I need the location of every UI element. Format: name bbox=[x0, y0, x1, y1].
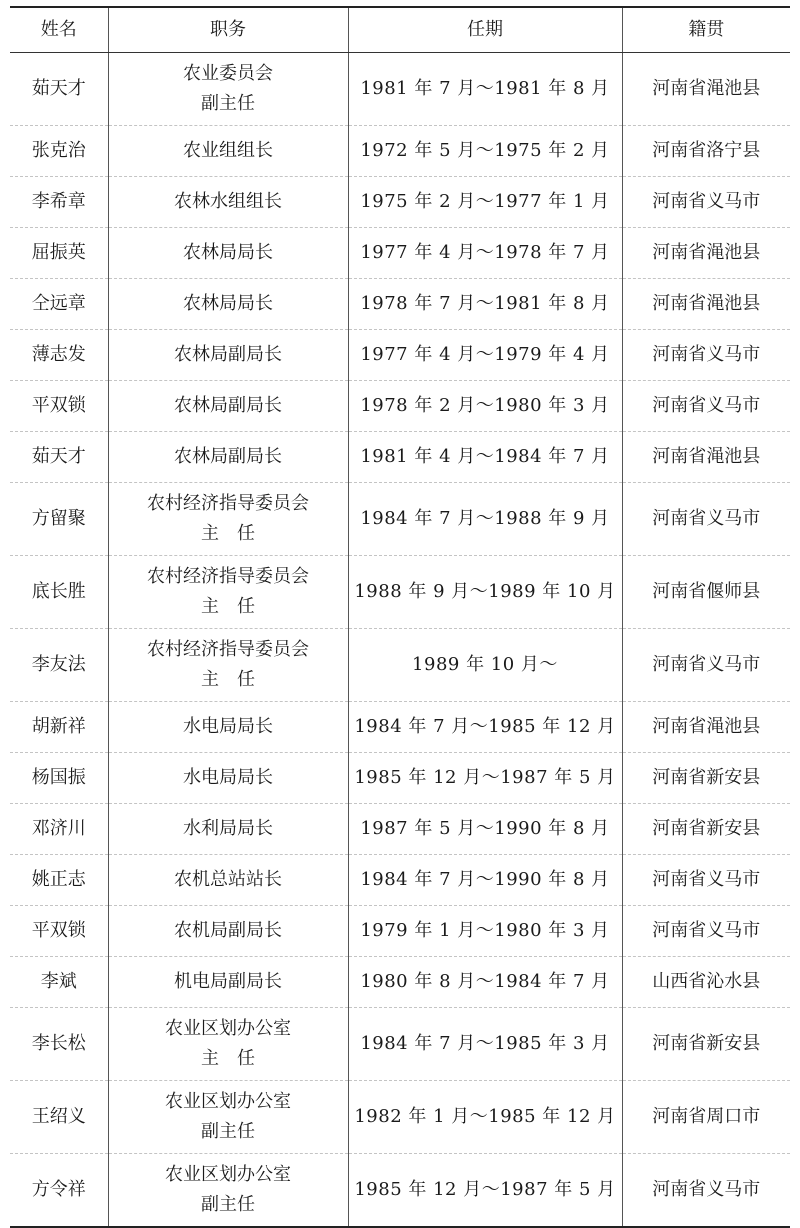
cell-position bbox=[108, 177, 348, 228]
table-row bbox=[10, 330, 790, 381]
position-line: 农村经济指导委员会 bbox=[147, 639, 309, 660]
cell-position bbox=[108, 279, 348, 330]
table-row bbox=[10, 906, 790, 957]
cell-native-place: 河南省渑池县 bbox=[622, 279, 790, 330]
cell-term: 1981 年 7 月～1981 年 8 月 bbox=[348, 53, 622, 126]
cell-term: 1989 年 10 月～ bbox=[348, 629, 622, 702]
cell-term: 1980 年 8 月～1984 年 7 月 bbox=[348, 957, 622, 1008]
cell-position bbox=[108, 556, 348, 629]
cell-name: 李长松 bbox=[10, 1008, 108, 1081]
position-line: 农林局局长 bbox=[183, 293, 273, 314]
position-line: 主 任 bbox=[201, 669, 255, 690]
position-line: 主 任 bbox=[201, 596, 255, 617]
cell-native-place: 河南省义马市 bbox=[622, 177, 790, 228]
cell-native-place: 河南省偃师县 bbox=[622, 556, 790, 629]
position-line: 农林局局长 bbox=[183, 242, 273, 263]
cell-native-place: 河南省义马市 bbox=[622, 906, 790, 957]
cell-name: 平双锁 bbox=[10, 381, 108, 432]
cell-name: 王绍义 bbox=[10, 1081, 108, 1154]
cell-term: 1984 年 7 月～1985 年 3 月 bbox=[348, 1008, 622, 1081]
table-row bbox=[10, 53, 790, 126]
table-row bbox=[10, 1081, 790, 1154]
position-line: 副主任 bbox=[201, 1194, 255, 1215]
position-line: 农林局副局长 bbox=[174, 395, 282, 416]
position-line: 农业区划办公室 bbox=[165, 1164, 291, 1185]
position-line: 农机局副局长 bbox=[174, 920, 282, 941]
cell-name: 张克治 bbox=[10, 126, 108, 177]
cell-name: 平双锁 bbox=[10, 906, 108, 957]
cell-position bbox=[108, 906, 348, 957]
table-row bbox=[10, 804, 790, 855]
header-name: 姓名 bbox=[10, 7, 108, 53]
cell-term: 1977 年 4 月～1978 年 7 月 bbox=[348, 228, 622, 279]
table-row bbox=[10, 702, 790, 753]
table-row bbox=[10, 228, 790, 279]
position-line: 农林局副局长 bbox=[174, 344, 282, 365]
position-line: 机电局副局长 bbox=[174, 971, 282, 992]
cell-term: 1972 年 5 月～1975 年 2 月 bbox=[348, 126, 622, 177]
cell-native-place: 河南省周口市 bbox=[622, 1081, 790, 1154]
cell-name: 李斌 bbox=[10, 957, 108, 1008]
table-row bbox=[10, 279, 790, 330]
cell-position bbox=[108, 126, 348, 177]
cell-native-place: 河南省新安县 bbox=[622, 753, 790, 804]
cell-position bbox=[108, 855, 348, 906]
position-line: 主 任 bbox=[201, 523, 255, 544]
cell-term: 1975 年 2 月～1977 年 1 月 bbox=[348, 177, 622, 228]
cell-name: 杨国振 bbox=[10, 753, 108, 804]
table-row bbox=[10, 855, 790, 906]
position-line: 副主任 bbox=[201, 1121, 255, 1142]
position-line: 水电局局长 bbox=[183, 767, 273, 788]
cell-term: 1982 年 1 月～1985 年 12 月 bbox=[348, 1081, 622, 1154]
cell-native-place: 河南省渑池县 bbox=[622, 702, 790, 753]
cell-native-place: 河南省洛宁县 bbox=[622, 126, 790, 177]
table-row bbox=[10, 957, 790, 1008]
document-page bbox=[10, 6, 790, 1215]
cell-position bbox=[108, 53, 348, 126]
cell-position bbox=[108, 228, 348, 279]
cell-native-place: 河南省新安县 bbox=[622, 1008, 790, 1081]
position-line: 农业区划办公室 bbox=[165, 1018, 291, 1039]
cell-native-place: 河南省渑池县 bbox=[622, 228, 790, 279]
cell-native-place: 河南省义马市 bbox=[622, 629, 790, 702]
table-body bbox=[10, 53, 790, 1228]
table-row bbox=[10, 556, 790, 629]
table-row bbox=[10, 483, 790, 556]
table-row bbox=[10, 177, 790, 228]
cell-name: 姚正志 bbox=[10, 855, 108, 906]
cell-native-place: 河南省义马市 bbox=[622, 483, 790, 556]
cell-term: 1985 年 12 月～1987 年 5 月 bbox=[348, 1154, 622, 1228]
position-line: 农村经济指导委员会 bbox=[147, 566, 309, 587]
cell-position bbox=[108, 629, 348, 702]
position-line: 农业组组长 bbox=[183, 140, 273, 161]
cell-name: 仝远章 bbox=[10, 279, 108, 330]
cell-position bbox=[108, 1081, 348, 1154]
table-row bbox=[10, 126, 790, 177]
position-line: 农机总站站长 bbox=[174, 869, 282, 890]
table-row bbox=[10, 1154, 790, 1228]
cell-term: 1981 年 4 月～1984 年 7 月 bbox=[348, 432, 622, 483]
cell-term: 1985 年 12 月～1987 年 5 月 bbox=[348, 753, 622, 804]
cell-native-place: 河南省新安县 bbox=[622, 804, 790, 855]
cell-position bbox=[108, 330, 348, 381]
cell-position bbox=[108, 957, 348, 1008]
cell-term: 1984 年 7 月～1990 年 8 月 bbox=[348, 855, 622, 906]
cell-name: 底长胜 bbox=[10, 556, 108, 629]
cell-name: 茹天才 bbox=[10, 432, 108, 483]
header-row bbox=[10, 7, 790, 53]
position-line: 水利局局长 bbox=[183, 818, 273, 839]
cell-term: 1979 年 1 月～1980 年 3 月 bbox=[348, 906, 622, 957]
header-native-place: 籍贯 bbox=[622, 7, 790, 53]
cell-position bbox=[108, 702, 348, 753]
position-line: 农业委员会 bbox=[183, 63, 273, 84]
cell-native-place: 山西省沁水县 bbox=[622, 957, 790, 1008]
officials-table bbox=[10, 6, 790, 1228]
cell-native-place: 河南省渑池县 bbox=[622, 53, 790, 126]
cell-term: 1984 年 7 月～1985 年 12 月 bbox=[348, 702, 622, 753]
header-term: 任期 bbox=[348, 7, 622, 53]
cell-term: 1978 年 7 月～1981 年 8 月 bbox=[348, 279, 622, 330]
table-row bbox=[10, 753, 790, 804]
cell-name: 邓济川 bbox=[10, 804, 108, 855]
cell-position bbox=[108, 804, 348, 855]
cell-position bbox=[108, 1154, 348, 1228]
table-header bbox=[10, 7, 790, 53]
cell-term: 1987 年 5 月～1990 年 8 月 bbox=[348, 804, 622, 855]
cell-position bbox=[108, 1008, 348, 1081]
cell-term: 1978 年 2 月～1980 年 3 月 bbox=[348, 381, 622, 432]
cell-name: 方留聚 bbox=[10, 483, 108, 556]
position-line: 主 任 bbox=[201, 1048, 255, 1069]
cell-name: 李友法 bbox=[10, 629, 108, 702]
cell-position bbox=[108, 381, 348, 432]
cell-native-place: 河南省义马市 bbox=[622, 1154, 790, 1228]
cell-name: 胡新祥 bbox=[10, 702, 108, 753]
table-row bbox=[10, 432, 790, 483]
position-line: 农业区划办公室 bbox=[165, 1091, 291, 1112]
cell-position bbox=[108, 483, 348, 556]
cell-name: 屈振英 bbox=[10, 228, 108, 279]
cell-position bbox=[108, 432, 348, 483]
cell-term: 1988 年 9 月～1989 年 10 月 bbox=[348, 556, 622, 629]
cell-term: 1984 年 7 月～1988 年 9 月 bbox=[348, 483, 622, 556]
position-line: 农林水组组长 bbox=[174, 191, 282, 212]
cell-term: 1977 年 4 月～1979 年 4 月 bbox=[348, 330, 622, 381]
position-line: 农林局副局长 bbox=[174, 446, 282, 467]
cell-name: 方令祥 bbox=[10, 1154, 108, 1228]
cell-name: 茹天才 bbox=[10, 53, 108, 126]
cell-position bbox=[108, 753, 348, 804]
table-row bbox=[10, 1008, 790, 1081]
position-line: 副主任 bbox=[201, 93, 255, 114]
cell-native-place: 河南省义马市 bbox=[622, 855, 790, 906]
cell-native-place: 河南省渑池县 bbox=[622, 432, 790, 483]
cell-native-place: 河南省义马市 bbox=[622, 330, 790, 381]
position-line: 农村经济指导委员会 bbox=[147, 493, 309, 514]
table-row bbox=[10, 629, 790, 702]
cell-name: 薄志发 bbox=[10, 330, 108, 381]
position-line: 水电局局长 bbox=[183, 716, 273, 737]
cell-name: 李希章 bbox=[10, 177, 108, 228]
cell-native-place: 河南省义马市 bbox=[622, 381, 790, 432]
header-position: 职务 bbox=[108, 7, 348, 53]
table-row bbox=[10, 381, 790, 432]
